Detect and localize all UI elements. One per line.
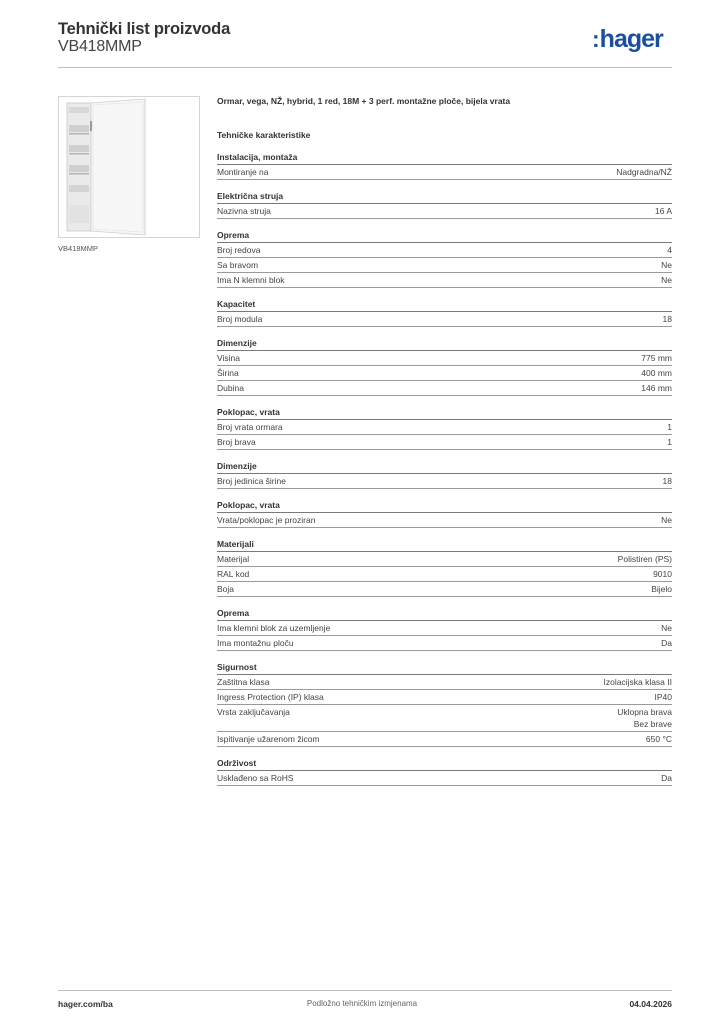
spec-row	[217, 513, 672, 528]
spec-row	[217, 273, 672, 288]
spec-value: 146 mm	[641, 383, 672, 393]
spec-section	[217, 661, 672, 747]
tech-heading: Tehničke karakteristike	[217, 130, 311, 140]
spec-label: Dubina	[217, 383, 244, 393]
spec-label: Vrata/poklopac je proziran	[217, 515, 316, 525]
spec-label: Ingress Protection (IP) klasa	[217, 692, 324, 702]
spec-value: Ne	[661, 623, 672, 633]
spec-value: 400 mm	[641, 368, 672, 378]
spec-label: Nazivna struja	[217, 206, 271, 216]
section-title: Poklopac, vrata	[217, 406, 672, 420]
hager-logo: :hager	[592, 25, 663, 53]
spec-value: 775 mm	[641, 353, 672, 363]
spec-label: RAL kod	[217, 569, 250, 579]
spec-label: Ima klemni blok za uzemljenje	[217, 623, 331, 633]
spec-value: 4	[667, 245, 672, 255]
section-title: Oprema	[217, 229, 672, 243]
spec-row	[217, 366, 672, 381]
section-title: Dimenzije	[217, 460, 672, 474]
spec-label: Širina	[217, 368, 239, 378]
spec-value: 1	[667, 437, 672, 447]
product-image-caption: VB418MMP	[58, 244, 99, 253]
footer-divider	[58, 990, 672, 991]
spec-section	[217, 151, 672, 180]
spec-label: Usklađeno sa RoHS	[217, 773, 294, 783]
spec-value: Polistiren (PS)	[617, 554, 672, 564]
spec-row	[217, 582, 672, 597]
spec-value: 18	[662, 314, 672, 324]
spec-value: Uklopna brava Bez brave	[617, 707, 672, 729]
footer-disclaimer: Podložno tehničkim izmjenama	[306, 999, 418, 1008]
spec-value: Izolacijska klasa II	[603, 677, 672, 687]
logo-text: hager	[599, 25, 663, 53]
spec-value: Da	[661, 773, 672, 783]
page-title: Tehnički list proizvoda	[58, 20, 231, 38]
spec-label: Ima montažnu ploču	[217, 638, 294, 648]
spec-row	[217, 243, 672, 258]
spec-row	[217, 204, 672, 219]
spec-row	[217, 435, 672, 450]
spec-row	[217, 690, 672, 705]
spec-row	[217, 567, 672, 582]
spec-label: Ima N klemni blok	[217, 275, 285, 285]
spec-row	[217, 474, 672, 489]
spec-section	[217, 499, 672, 528]
spec-value: 16 A	[654, 206, 672, 216]
spec-label: Broj vrata ormara	[217, 422, 283, 432]
section-title: Sigurnost	[217, 661, 672, 675]
spec-label: Broj modula	[217, 314, 263, 324]
spec-value: Ne	[661, 260, 672, 270]
footer-date: 04.04.2026	[629, 999, 672, 1009]
spec-label: Zaštitna klasa	[217, 677, 270, 687]
section-title: Električna struja	[217, 190, 672, 204]
spec-value: 1	[667, 422, 672, 432]
spec-section	[217, 607, 672, 651]
spec-section	[217, 298, 672, 327]
spec-section	[217, 406, 672, 450]
spec-label: Ispitivanje užarenom žicom	[217, 734, 320, 744]
spec-row	[217, 258, 672, 273]
spec-value: Ne	[661, 275, 672, 285]
spec-value: Ne	[661, 515, 672, 525]
spec-section	[217, 190, 672, 219]
spec-value: IP40	[654, 692, 672, 702]
spec-label: Sa bravom	[217, 260, 259, 270]
spec-row	[217, 552, 672, 567]
spec-value: Bijelo	[651, 584, 672, 594]
spec-row	[217, 621, 672, 636]
spec-label: Vrsta zaključavanja	[217, 707, 290, 717]
product-code: VB418MMP	[58, 38, 142, 55]
header-divider	[58, 67, 672, 68]
spec-row	[217, 732, 672, 747]
spec-section	[217, 337, 672, 396]
spec-label: Visina	[217, 353, 240, 363]
spec-row	[217, 771, 672, 786]
product-description: Ormar, vega, NŽ, hybrid, 1 red, 18M + 3 perf. montažne ploče, bijela vrata	[217, 96, 511, 106]
section-title: Poklopac, vrata	[217, 499, 672, 513]
spec-row	[217, 705, 672, 732]
spec-label: Boja	[217, 584, 235, 594]
spec-row	[217, 420, 672, 435]
spec-section	[217, 460, 672, 489]
spec-value: 650 °C	[645, 734, 672, 744]
section-title: Instalacija, montaža	[217, 151, 672, 165]
spec-row	[217, 675, 672, 690]
section-title: Održivost	[217, 757, 672, 771]
spec-row	[217, 351, 672, 366]
spec-label: Broj redova	[217, 245, 261, 255]
section-title: Materijali	[217, 538, 672, 552]
cabinet-image	[59, 97, 199, 237]
spec-label: Broj jedinica širine	[217, 476, 286, 486]
spec-sheet	[217, 96, 672, 786]
spec-row	[217, 636, 672, 651]
spec-value: Da	[661, 638, 672, 648]
spec-label: Montiranje na	[217, 167, 269, 177]
spec-section	[217, 229, 672, 288]
spec-value: 18	[662, 476, 672, 486]
spec-sections	[217, 151, 672, 786]
spec-row	[217, 165, 672, 180]
section-title: Kapacitet	[217, 298, 672, 312]
spec-label: Broj brava	[217, 437, 256, 447]
spec-value: 9010	[653, 569, 672, 579]
spec-section	[217, 538, 672, 597]
spec-row	[217, 381, 672, 396]
spec-label: Materijal	[217, 554, 250, 564]
spec-value: Nadgradna/NŽ	[616, 167, 672, 177]
footer-website[interactable]: hager.com/ba	[58, 999, 113, 1009]
section-title: Dimenzije	[217, 337, 672, 351]
product-image	[58, 96, 200, 238]
section-title: Oprema	[217, 607, 672, 621]
spec-row	[217, 312, 672, 327]
spec-section	[217, 757, 672, 786]
